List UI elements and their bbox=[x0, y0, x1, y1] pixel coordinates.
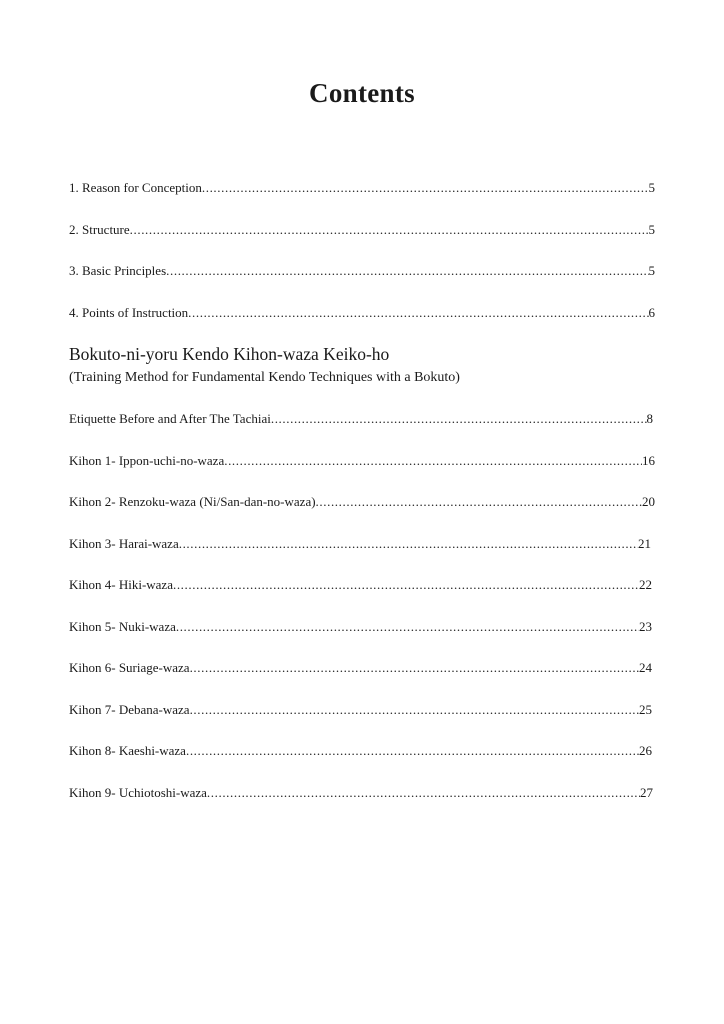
toc-page-number: 6 bbox=[648, 305, 655, 320]
toc-leader-dots bbox=[207, 785, 640, 801]
toc-entry-label: Kihon 7- Debana-waza bbox=[69, 702, 190, 717]
toc-page-number: 5 bbox=[648, 180, 655, 195]
toc-entry-label: 3. Basic Principles bbox=[69, 263, 167, 278]
toc-leader-dots bbox=[130, 222, 649, 238]
toc-entry-label: Kihon 9- Uchiotoshi-waza bbox=[69, 785, 207, 800]
toc-page-number: 24 bbox=[639, 660, 652, 675]
toc-entry-label: Kihon 2- Renzoku-waza (Ni/San-dan-no-waza) bbox=[69, 494, 316, 509]
toc-page-number: 21 bbox=[638, 536, 651, 551]
toc-page-number: 22 bbox=[639, 577, 652, 592]
toc-entry bbox=[69, 743, 652, 759]
section-heading: Bokuto-ni-yoru Kendo Kihon-waza Keiko-ho bbox=[69, 344, 390, 364]
toc-leader-dots bbox=[176, 619, 639, 635]
toc-page-number: 5 bbox=[648, 222, 655, 237]
toc-leader-dots bbox=[224, 453, 642, 469]
toc-entry-label: Kihon 6- Suriage-waza bbox=[69, 660, 190, 675]
toc-leader-dots bbox=[316, 494, 642, 510]
toc-entry bbox=[69, 222, 655, 238]
toc-entry bbox=[69, 619, 652, 635]
toc-leader-dots bbox=[173, 577, 639, 593]
toc-leader-dots bbox=[179, 536, 638, 552]
toc-entry-label: Etiquette Before and After The Tachiai bbox=[69, 411, 271, 426]
toc-entry bbox=[69, 180, 655, 196]
toc-leader-dots bbox=[271, 411, 647, 427]
toc-entry-label: Kihon 5- Nuki-waza bbox=[69, 619, 176, 634]
section-subheading: (Training Method for Fundamental Kendo Techniques with a Bokuto) bbox=[69, 370, 460, 385]
toc-entry bbox=[69, 494, 655, 510]
toc-entry bbox=[69, 702, 652, 718]
toc-entry-label: Kihon 4- Hiki-waza bbox=[69, 577, 173, 592]
toc-page-number: 27 bbox=[640, 785, 653, 800]
toc-leader-dots bbox=[186, 743, 639, 759]
toc-page-number: 8 bbox=[646, 411, 653, 426]
toc-leader-dots bbox=[190, 660, 639, 676]
toc-page-number: 16 bbox=[642, 453, 655, 468]
toc-entry bbox=[69, 263, 655, 279]
toc-leader-dots bbox=[166, 263, 648, 279]
toc-page-number: 26 bbox=[639, 743, 652, 758]
toc-page-number: 5 bbox=[648, 263, 655, 278]
toc-entry-label: Kihon 8- Kaeshi-waza bbox=[69, 743, 186, 758]
page-title: Contents bbox=[309, 78, 415, 108]
toc-entry-label: 2. Structure bbox=[69, 222, 130, 237]
toc-page-number: 20 bbox=[642, 494, 655, 509]
toc-entry bbox=[69, 785, 653, 801]
toc-leader-dots bbox=[190, 702, 639, 718]
toc-entry bbox=[69, 536, 651, 552]
toc-page-number: 23 bbox=[639, 619, 652, 634]
toc-entry-label: Kihon 1- Ippon-uchi-no-waza bbox=[69, 453, 225, 468]
toc-entry bbox=[69, 660, 652, 676]
toc-page-number: 25 bbox=[639, 702, 652, 717]
toc-entry-label: 1. Reason for Conception bbox=[69, 180, 202, 195]
toc-entry bbox=[69, 453, 655, 469]
toc-entry-label: 4. Points of Instruction bbox=[69, 305, 189, 320]
toc-entry bbox=[69, 577, 652, 593]
toc-entry bbox=[69, 305, 655, 321]
toc-entry bbox=[69, 411, 653, 427]
toc-entry-label: Kihon 3- Harai-waza bbox=[69, 536, 179, 551]
toc-leader-dots bbox=[188, 305, 648, 321]
toc-leader-dots bbox=[202, 180, 649, 196]
